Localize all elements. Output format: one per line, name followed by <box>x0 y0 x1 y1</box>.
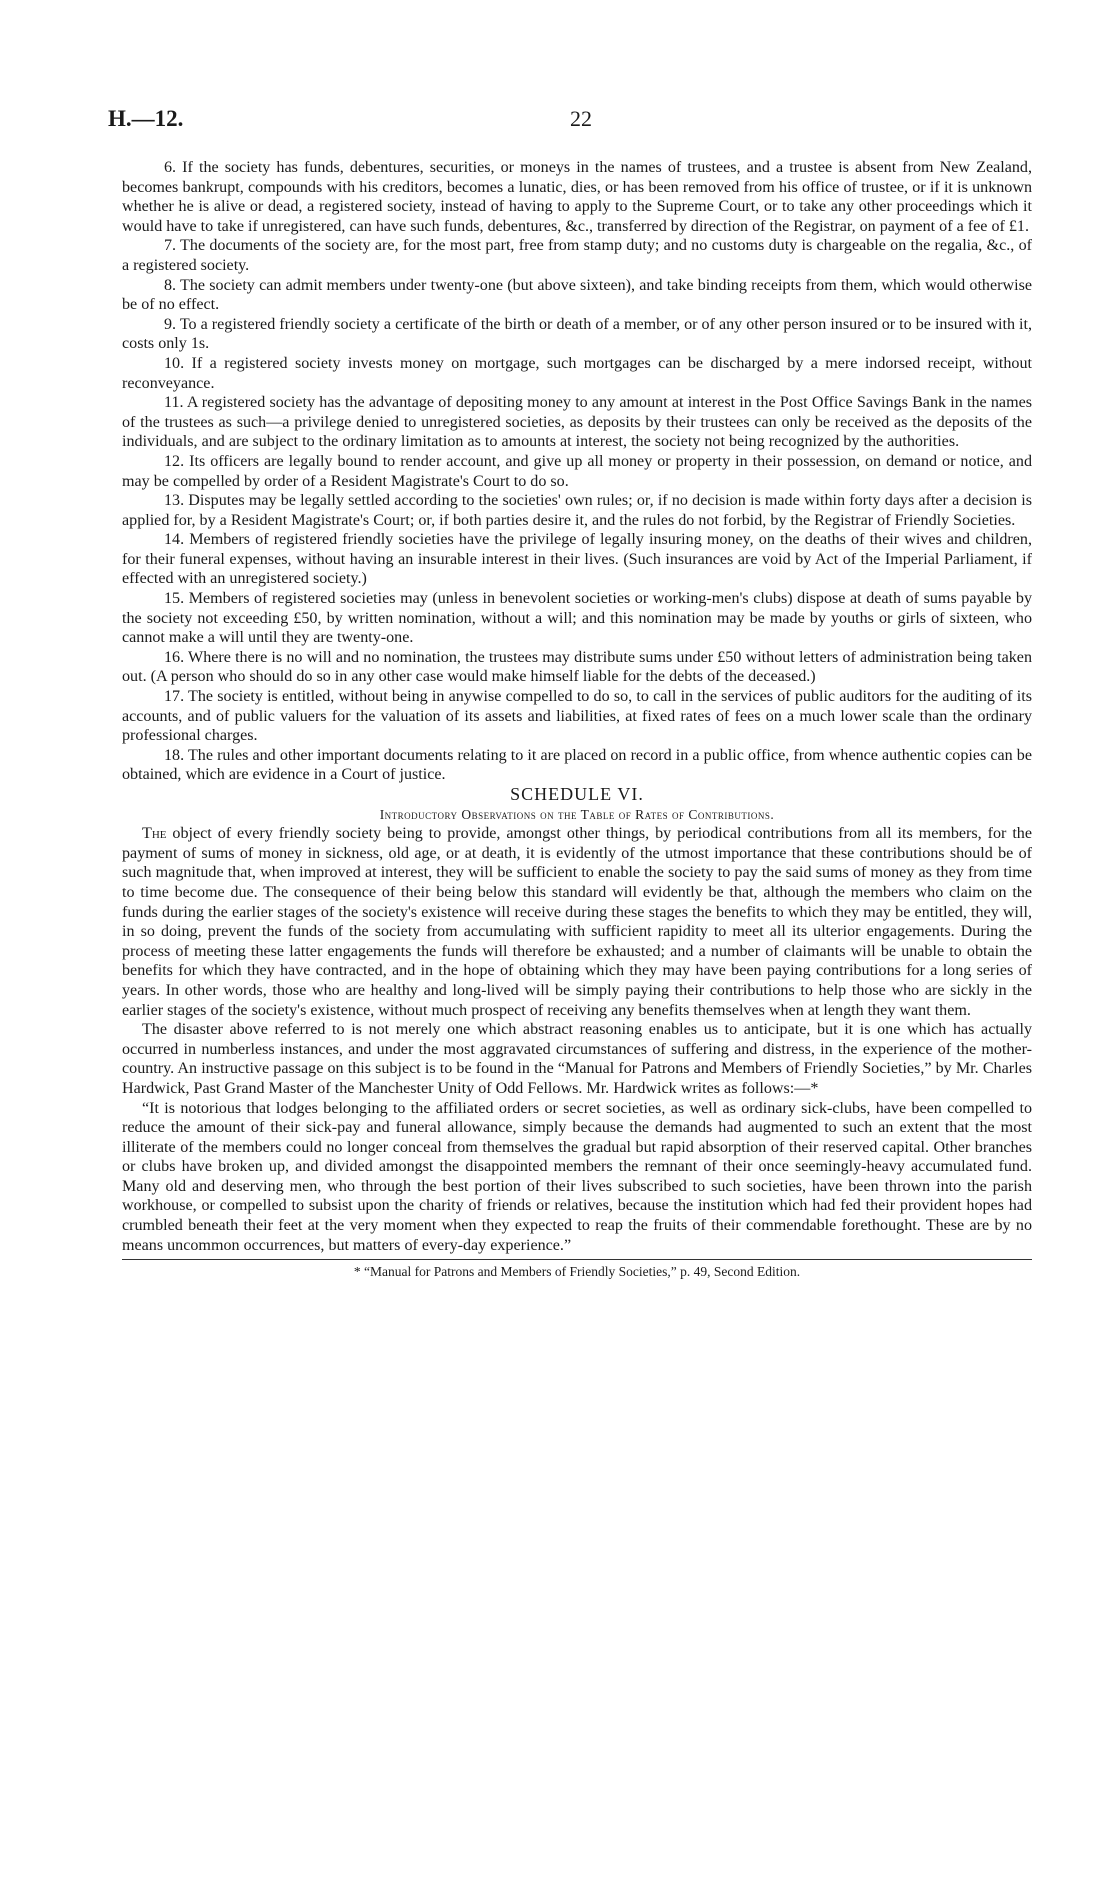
footnote-rule <box>122 1259 1032 1260</box>
footnote: * “Manual for Patrons and Members of Friendly Societies,” p. 49, Second Edition. <box>353 1264 801 1280</box>
hardwick-quote: “It is notorious that lodges belonging to the affiliated orders or secret societies, as well as ordinary sick-clubs, have been compelled to reduce the amount of their sick-pay and funeral allowance, simply because the demands had augmented to such an extent that the most illiterate of the members could no longer conceal from themselves the gradual but rapid absorption of their reserved capital. Other branches or clubs have broken up, and divided amongst the disappointed members the remnant of their once seemingly-heavy accumulated fund. Many old and deserving men, who through the best portion of their lives subscribed to such societies, have been thrown into the parish workhouse, or compelled to subsist upon the charity of friends or relatives, because the institution which had fed their provident hopes had crumbled beneath their feet at the very moment when they expected to reap the fruits of their commendable forethought. These are by no means uncommon occurrences, but matters of every-day experience.” <box>122 1099 1032 1254</box>
schedule-intro-paragraph <box>122 824 1032 1020</box>
intro-lead-word: The <box>142 825 167 843</box>
schedule-subtitle: Introductory Observations on the Table of Rates of Contributions. <box>379 806 775 822</box>
page-number: 22 <box>570 106 592 131</box>
paragraph-18: 18. The rules and other important documents relating to it are placed on record in a public office, from whence authentic copies can be obtained, which are evidence in a Court of justice. <box>122 746 1032 784</box>
paragraph-15: 15. Members of registered societies may (unless in benevolent societies or working-men's clubs) dispose at death of sums payable by the society not exceeding £50, by written nomination, without a will; and this nomination may be made by youths or girls of sixteen, who cannot make a will until they are twenty-one. <box>122 590 1032 647</box>
document-reference: H.—12. <box>108 106 184 131</box>
schedule-title: SCHEDULE VI. <box>510 784 644 804</box>
paragraph-14: 14. Members of registered friendly societies have the privilege of legally insuring money, on the deaths of their wives and children, for their funeral expenses, without having an insurable interest in their lives. (Such insurances are void by Act of the Imperial Parliament, if effected with an unregistered society.) <box>122 531 1032 588</box>
paragraph-17: 17. The society is entitled, without being in anywise compelled to do so, to call in the services of public auditors for the auditing of its accounts, and of public valuers for the valuation of its assets and liabilities, at fixed rates of fees on a much lower scale than the ordinary professional charges. <box>122 688 1032 745</box>
paragraph-7: 7. The documents of the society are, for the most part, free from stamp duty; and no customs duty is chargeable on the regalia, &c., of a registered society. <box>122 237 1032 274</box>
paragraph-6: 6. If the society has funds, debentures, securities, or moneys in the names of trustees, and a trustee is absent from New Zealand, becomes bankrupt, compounds with his creditors, becomes a lunatic, dies, or has been removed from his office of trustee, or if it is unknown whether he is alive or dead, a registered society, instead of having to apply to the Supreme Court, or to take any other proceedings which it would have to take if unregistered, can have such funds, debentures, &c., transferred by direction of the Registrar, on payment of a fee of £1. <box>122 159 1032 235</box>
paragraph-11: 11. A registered society has the advantage of depositing money to any amount at interest in the Post Office Savings Bank in the names of the trustees as such—a privilege denied to unregistered societies, as deposits by their trustees can only be received as the deposits of the individuals, and are subject to the ordinary limitation as to amounts at interest, the society not being recognized by the authorities. <box>122 394 1032 451</box>
paragraph-10: 10. If a registered society invests money on mortgage, such mortgages can be discharged by a mere indorsed receipt, without reconveyance. <box>122 354 1032 392</box>
page-body <box>122 158 1032 1281</box>
paragraph-8: 8. The society can admit members under twenty-one (but above sixteen), and take binding receipts from them, which would otherwise be of no effect. <box>122 276 1032 314</box>
intro-text: object of every friendly society being to provide, amongst other things, by periodical contributions from all its members, for the payment of sums of money in sickness, old age, or at death, it is evidently of the utmost importance that these contributions should be of such magnitude that, when improved at interest, they will be sufficient to enable the society to pay the said sums of money as they from time to time become due. The consequence of their being below this standard will evidently be that, although the members who claim on the funds during the earlier stages of the society's existence will receive during these stages the benefits to which they may be entitled, they will, in so doing, prevent the funds of the society from accumulating with sufficient rapidity to meet all its ulterior engagements. During the process of meeting these latter engagements the funds will therefore be exhausted; and a number of claimants will be unable to obtain the benefits for which they have contracted, and in the hope of obtaining which they may have been paying contributions for a long series of years. In other words, those who are healthy and long-lived will be simply paying their contributions to help those who are sickly in the earlier stages of the society's existence, without much prospect of receiving any benefits themselves when at length they want them. <box>122 825 1032 1019</box>
paragraph-16: 16. Where there is no will and no nomination, the trustees may distribute sums under £50 without letters of administration being taken out. (A person who should do so in any other case would make himself liable for the debts of the deceased.) <box>122 648 1032 686</box>
paragraph-12: 12. Its officers are legally bound to render account, and give up all money or property in their possession, on demand or notice, and may be compelled by order of a Resident Magistrate's Court to do so. <box>122 452 1032 490</box>
paragraph-9: 9. To a registered friendly society a certificate of the birth or death of a member, or of any other person insured or to be insured with it, costs only 1s. <box>122 315 1032 353</box>
paragraph-13: 13. Disputes may be legally settled according to the societies' own rules; or, if no decision is made within forty days after a decision is applied for, by a Resident Magistrate's Court; or, if both parties desire it, and the rules do not forbid, by the Registrar of Friendly Societies. <box>122 492 1032 529</box>
schedule-paragraph-2: The disaster above referred to is not merely one which abstract reasoning enables us to anticipate, but it is one which has actually occurred in numberless instances, and under the most aggravated circumstances of suffering and distress, in the experience of the mother-country. An instructive passage on this subject is to be found in the “Manual for Patrons and Members of Friendly Societies,” by Mr. Charles Hardwick, Past Grand Master of the Manchester Unity of Odd Fellows. Mr. Hardwick writes as follows:—* <box>122 1021 1032 1097</box>
page-header <box>108 106 1038 136</box>
